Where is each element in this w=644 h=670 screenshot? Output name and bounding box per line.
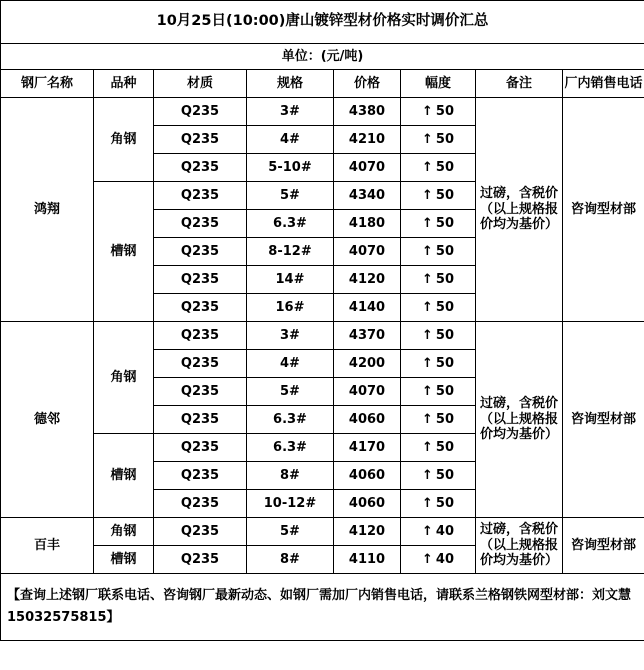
change-cell bbox=[401, 154, 476, 182]
arrow-up-icon: ↑ bbox=[422, 131, 433, 147]
price-cell: 4070 bbox=[334, 238, 401, 266]
material-cell: Q235 bbox=[154, 154, 247, 182]
material-cell: Q235 bbox=[154, 546, 247, 574]
arrow-up-icon: ↑ bbox=[422, 495, 433, 511]
spec-cell: 5# bbox=[247, 378, 334, 406]
price-cell: 4210 bbox=[334, 126, 401, 154]
arrow-up-icon: ↑ bbox=[422, 355, 433, 371]
price-cell: 4200 bbox=[334, 350, 401, 378]
arrow-up-icon: ↑ bbox=[422, 187, 433, 203]
material-cell: Q235 bbox=[154, 406, 247, 434]
spec-cell: 6.3# bbox=[247, 406, 334, 434]
price-cell: 4060 bbox=[334, 462, 401, 490]
price-cell: 4170 bbox=[334, 434, 401, 462]
price-cell: 4110 bbox=[334, 546, 401, 574]
material-cell: Q235 bbox=[154, 378, 247, 406]
spec-cell: 16# bbox=[247, 294, 334, 322]
header-mill-name: 钢厂名称 bbox=[1, 70, 94, 98]
spec-cell: 8# bbox=[247, 546, 334, 574]
variety-cell: 角钢 bbox=[94, 98, 154, 182]
change-value: 50 bbox=[435, 327, 454, 343]
spec-cell: 5-10# bbox=[247, 154, 334, 182]
change-value: 50 bbox=[435, 243, 454, 259]
price-cell: 4120 bbox=[334, 266, 401, 294]
price-cell: 4180 bbox=[334, 210, 401, 238]
change-value: 50 bbox=[435, 299, 454, 315]
change-value: 40 bbox=[435, 551, 454, 567]
change-cell bbox=[401, 546, 476, 574]
arrow-up-icon: ↑ bbox=[422, 243, 433, 259]
spec-cell: 5# bbox=[247, 182, 334, 210]
variety-cell: 槽钢 bbox=[94, 546, 154, 574]
header-row bbox=[1, 70, 644, 98]
arrow-up-icon: ↑ bbox=[422, 299, 433, 315]
change-cell bbox=[401, 378, 476, 406]
price-cell: 4060 bbox=[334, 406, 401, 434]
spec-cell: 3# bbox=[247, 98, 334, 126]
change-cell bbox=[401, 182, 476, 210]
spec-cell: 6.3# bbox=[247, 210, 334, 238]
material-cell: Q235 bbox=[154, 210, 247, 238]
arrow-up-icon: ↑ bbox=[422, 411, 433, 427]
header-change: 幅度 bbox=[401, 70, 476, 98]
mill-name: 鸿翔 bbox=[1, 98, 94, 322]
arrow-up-icon: ↑ bbox=[422, 383, 433, 399]
change-cell bbox=[401, 266, 476, 294]
arrow-up-icon: ↑ bbox=[422, 271, 433, 287]
change-value: 50 bbox=[435, 467, 454, 483]
header-variety: 品种 bbox=[94, 70, 154, 98]
table-row bbox=[1, 322, 644, 350]
material-cell: Q235 bbox=[154, 350, 247, 378]
header-material: 材质 bbox=[154, 70, 247, 98]
note-cell: 过磅，含税价（以上规格报价均为基价） bbox=[476, 98, 563, 322]
price-cell: 4120 bbox=[334, 518, 401, 546]
note-cell: 过磅，含税价（以上规格报价均为基价） bbox=[476, 322, 563, 518]
variety-cell: 槽钢 bbox=[94, 182, 154, 322]
change-value: 50 bbox=[435, 271, 454, 287]
change-value: 50 bbox=[435, 383, 454, 399]
spec-cell: 3# bbox=[247, 322, 334, 350]
header-price: 价格 bbox=[334, 70, 401, 98]
material-cell: Q235 bbox=[154, 518, 247, 546]
change-cell bbox=[401, 98, 476, 126]
spec-cell: 10-12# bbox=[247, 490, 334, 518]
table-row bbox=[1, 518, 644, 546]
variety-cell: 槽钢 bbox=[94, 434, 154, 518]
change-cell bbox=[401, 406, 476, 434]
spec-cell: 5# bbox=[247, 518, 334, 546]
material-cell: Q235 bbox=[154, 98, 247, 126]
header-spec: 规格 bbox=[247, 70, 334, 98]
change-cell bbox=[401, 490, 476, 518]
price-cell: 4380 bbox=[334, 98, 401, 126]
unit-label: 单位：(元/吨) bbox=[1, 44, 644, 70]
price-cell: 4070 bbox=[334, 154, 401, 182]
sales-phone-cell: 咨询型材部 bbox=[563, 322, 644, 518]
spec-cell: 4# bbox=[247, 350, 334, 378]
footer-contact-note: 【查询上述钢厂联系电话、咨询钢厂最新动态、如钢厂需加厂内销售电话，请联系兰格钢铁网型材部：刘文慧15032575815】 bbox=[1, 574, 644, 641]
arrow-up-icon: ↑ bbox=[422, 327, 433, 343]
material-cell: Q235 bbox=[154, 434, 247, 462]
arrow-up-icon: ↑ bbox=[422, 103, 433, 119]
price-cell: 4340 bbox=[334, 182, 401, 210]
arrow-up-icon: ↑ bbox=[422, 159, 433, 175]
arrow-up-icon: ↑ bbox=[422, 523, 433, 539]
change-cell bbox=[401, 462, 476, 490]
header-note: 备注 bbox=[476, 70, 563, 98]
change-value: 50 bbox=[435, 411, 454, 427]
arrow-up-icon: ↑ bbox=[422, 551, 433, 567]
mill-name: 德邻 bbox=[1, 322, 94, 518]
table-row bbox=[1, 98, 644, 126]
change-cell bbox=[401, 294, 476, 322]
change-cell bbox=[401, 126, 476, 154]
price-cell: 4370 bbox=[334, 322, 401, 350]
change-cell bbox=[401, 350, 476, 378]
change-value: 50 bbox=[435, 103, 454, 119]
variety-cell: 角钢 bbox=[94, 322, 154, 434]
page-title: 10月25日(10:00)唐山镀锌型材价格实时调价汇总 bbox=[1, 1, 644, 44]
price-cell: 4070 bbox=[334, 378, 401, 406]
change-value: 50 bbox=[435, 159, 454, 175]
spec-cell: 14# bbox=[247, 266, 334, 294]
header-sales-phone: 厂内销售电话 bbox=[563, 70, 644, 98]
change-cell bbox=[401, 322, 476, 350]
variety-cell: 角钢 bbox=[94, 518, 154, 546]
arrow-up-icon: ↑ bbox=[422, 439, 433, 455]
material-cell: Q235 bbox=[154, 462, 247, 490]
spec-cell: 8-12# bbox=[247, 238, 334, 266]
change-value: 50 bbox=[435, 439, 454, 455]
change-value: 50 bbox=[435, 355, 454, 371]
material-cell: Q235 bbox=[154, 294, 247, 322]
material-cell: Q235 bbox=[154, 182, 247, 210]
material-cell: Q235 bbox=[154, 238, 247, 266]
change-value: 50 bbox=[435, 215, 454, 231]
sales-phone-cell: 咨询型材部 bbox=[563, 98, 644, 322]
price-cell: 4140 bbox=[334, 294, 401, 322]
spec-cell: 8# bbox=[247, 462, 334, 490]
change-value: 50 bbox=[435, 187, 454, 203]
material-cell: Q235 bbox=[154, 126, 247, 154]
material-cell: Q235 bbox=[154, 266, 247, 294]
change-cell bbox=[401, 518, 476, 546]
price-cell: 4060 bbox=[334, 490, 401, 518]
sales-phone-cell: 咨询型材部 bbox=[563, 518, 644, 574]
material-cell: Q235 bbox=[154, 322, 247, 350]
change-cell bbox=[401, 238, 476, 266]
spec-cell: 4# bbox=[247, 126, 334, 154]
change-value: 50 bbox=[435, 131, 454, 147]
arrow-up-icon: ↑ bbox=[422, 215, 433, 231]
change-value: 40 bbox=[435, 523, 454, 539]
footer-row bbox=[1, 574, 644, 641]
mill-name: 百丰 bbox=[1, 518, 94, 574]
change-value: 50 bbox=[435, 495, 454, 511]
change-cell bbox=[401, 210, 476, 238]
material-cell: Q235 bbox=[154, 490, 247, 518]
spec-cell: 6.3# bbox=[247, 434, 334, 462]
change-cell bbox=[401, 434, 476, 462]
arrow-up-icon: ↑ bbox=[422, 467, 433, 483]
note-cell: 过磅，含税价（以上规格报价均为基价） bbox=[476, 518, 563, 574]
